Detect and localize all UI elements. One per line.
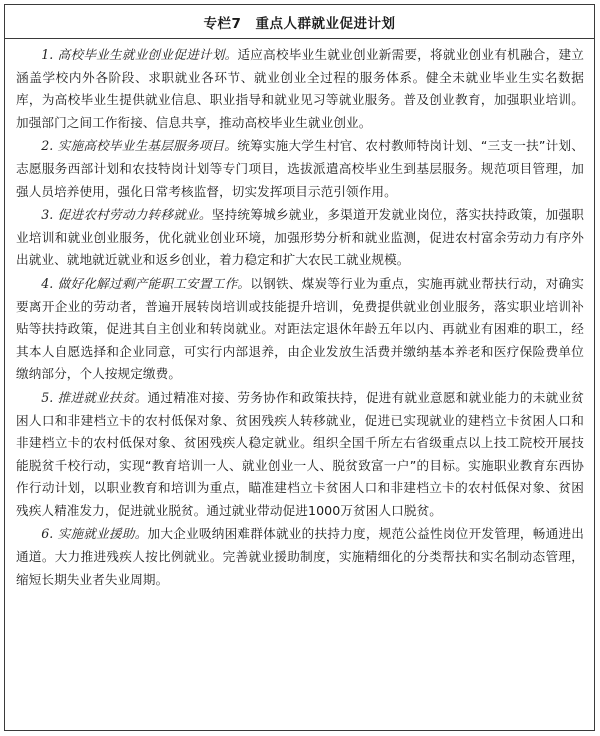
column-title: 重点人群就业促进计划 [255,15,396,32]
item-3-body: 坚持统筹城乡就业，多渠道开发就业岗位，落实扶持政策，加强职业培训和就业创业服务，优化就业创业环境，加强形势分析和就业监测，促进农村富余劳动力有序外出就业、就地就近就业和返乡创业，着力稳定和扩大农民工就业规模。 [16,207,584,268]
column-number: 专栏7 [203,15,242,32]
paragraph-item-4 [16,273,584,386]
paragraph-item-2 [16,135,584,203]
item-4-body: 以钢铁、煤炭等行业为重点，实施再就业帮扶行动，对确实要离开企业的劳动者，普遍开展转岗培训或技能提升培训，免费提供就业创业服务，落实职业培训补贴等扶持政策，促进其自主创业和转岗就业。对距法定退休年龄五年以内、再就业有困难的职工，经其本人自愿选择和企业同意，可实行内部退养，由企业发放生活费并缴纳基本养老和医疗保险费单位缴纳部分，个人按规定缴费。 [16,275,584,382]
item-1-lead: 1. 高校毕业生就业创业促进计划。 [41,47,238,62]
item-2-body: 统筹实施大学生村官、农村教师特岗计划、“三支一扶”计划、志愿服务西部计划和农技特岗计划等专门项目，选拔派遣高校毕业生到基层服务。规范项目管理，加强人员培养使用，强化日常考核监督，切实发挥项目示范引领作用。 [16,138,584,199]
item-5-lead: 5. 推进就业扶贫。 [41,389,148,405]
paragraph-item-5 [16,387,584,523]
column-content [5,39,594,591]
column-box [4,4,595,731]
item-4-lead: 4. 做好化解过剩产能职工安置工作。 [41,275,251,291]
item-3-lead: 3. 促进农村劳动力转移就业。 [41,207,212,223]
column-header [5,5,594,39]
item-2-lead: 2. 实施高校毕业生基层服务项目。 [41,138,238,154]
item-5-body: 通过精准对接、劳务协作和政策扶持，促进有就业意愿和就业能力的未就业贫困人口和非建档立卡的农村低保对象、贫困残疾人转移就业，促进已实现就业的建档立卡贫困人口和非建档立卡的农村低保对象、贫困残疾人稳定就业。组织全国千所左右省级重点以上技工院校开展技能脱贫千校行动，实现“教育培训一人、就业创业一人、脱贫致富一户”的目标。实施职业教育东西协作行动计划，以职业教育和培训为重点，瞄准建档立卡贫困人口和非建档立卡的农村低保对象、贫困残疾人精准发力，促进就业脱贫。通过就业带动促进1000万贫困人口脱贫。 [16,389,584,518]
item-6-lead: 6. 实施就业援助。 [41,526,148,542]
item-1-body: 适应高校毕业生就业创业新需要，将就业创业有机融合，建立涵盖学校内外各阶段、求职就业各环节、就业创业全过程的服务体系。健全未就业毕业生实名数据库，为高校毕业生提供就业信息、职业指导和就业见习等就业服务。普及创业教育，加强职业培训。加强部门之间工作衔接、信息共享，推动高校毕业生就业创业。 [16,47,585,130]
paragraph-item-1 [16,44,584,134]
item-6-body: 加大企业吸纳困难群体就业的扶持力度，规范公益性岗位开发管理，畅通进出通道。大力推进残疾人按比例就业。完善就业援助制度，实施精细化的分类帮扶和实名制动态管理，缩短长期失业者失业周期。 [16,526,584,587]
paragraph-item-6 [16,523,584,591]
paragraph-item-3 [16,204,584,272]
